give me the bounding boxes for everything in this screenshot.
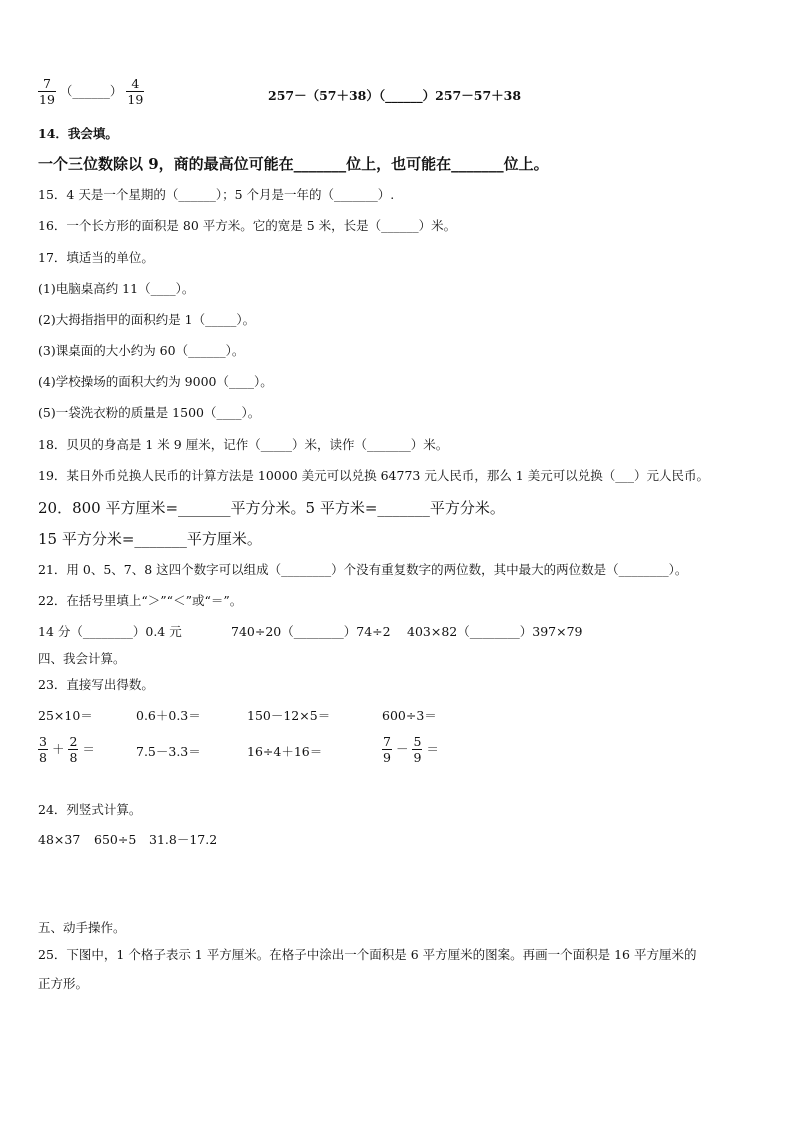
q24-title: 24．列竖式计算。 xyxy=(38,802,142,817)
calc-item: 25×10＝ xyxy=(38,708,93,723)
q15-text: 15．4 天是一个星期的（______）；5 个月是一年的（_______）. xyxy=(38,187,395,202)
q17-item: (2)大拇指指甲的面积约是 1（_____）。 xyxy=(38,312,256,327)
calc-fraction-add: $\frac{3}{8}$ ＋ $\frac{2}{8}$ ＝ xyxy=(39,734,95,765)
calc-item: 600÷3＝ xyxy=(382,708,437,723)
fraction: $\frac{4}{19}$ xyxy=(127,76,144,107)
vertical-calc-item: 650÷5 xyxy=(94,832,137,847)
calc-fraction-sub: $\frac{7}{9}$ － $\frac{5}{9}$ ＝ xyxy=(383,734,439,765)
q16-text: 16．一个长方形的面积是 80 平方米。它的宽是 5 米，长是（______）米。 xyxy=(38,218,457,233)
vertical-calc-item: 48×37 xyxy=(38,832,81,847)
q17-item: (1)电脑桌高约 11（____）。 xyxy=(38,281,195,296)
q21-text: 21．用 0、5、7、8 这四个数字可以组成（________）个没有重复数字的两位数，其中最大的两位数是（________）。 xyxy=(38,562,688,577)
vertical-calc-item: 31.8－17.2 xyxy=(149,832,218,847)
answer-blank[interactable]: （______） xyxy=(378,88,436,103)
q17-item: (3)课桌面的大小约为 60（______）。 xyxy=(38,343,245,358)
q23-title: 23．直接写出得数。 xyxy=(38,677,154,692)
q13-right-compare: 257－（57＋38）（______）257－57＋38 xyxy=(268,88,522,103)
q19-text: 19．某日外币兑换人民币的计算方法是 10000 美元可以兑换 64773 元人民币，那么 1 美元可以兑换（___）元人民币。 xyxy=(38,468,709,483)
section-heading: 五、动手操作。 xyxy=(38,920,126,935)
answer-blank[interactable]: （______） xyxy=(59,83,123,99)
fraction: $\frac{7}{9}$ xyxy=(383,734,391,765)
q14-title: 14．我会填。 xyxy=(38,126,118,141)
q17-title: 17．填适当的单位。 xyxy=(38,250,154,265)
q22-item: 14 分（________）0.4 元 xyxy=(38,624,182,639)
fraction: $\frac{5}{9}$ xyxy=(413,734,422,765)
fraction: $\frac{2}{8}$ xyxy=(69,734,78,765)
fraction: $\frac{7}{19}$ xyxy=(39,76,55,107)
calc-item: 0.6＋0.3＝ xyxy=(136,708,201,723)
q17-item: (5)一袋洗衣粉的质量是 1500（____）。 xyxy=(38,405,261,420)
calc-item: 150－12×5＝ xyxy=(247,708,331,723)
q20-line2: 15 平方分米=_______平方厘米。 xyxy=(38,530,262,548)
q22-item: 740÷20（________）74÷2 xyxy=(231,624,391,639)
q17-item: (4)学校操场的面积大约为 9000（____）。 xyxy=(38,374,273,389)
q13-left-compare xyxy=(38,76,144,107)
q22-title: 22．在括号里填上“＞”“＜”或“＝”。 xyxy=(38,593,243,608)
q22-item: 403×82（________）397×79 xyxy=(407,624,583,639)
calc-item: 7.5－3.3＝ xyxy=(136,744,201,759)
q20-line1: 20．800 平方厘米=_______平方分米。5 平方米=_______平方分米。 xyxy=(38,499,505,517)
q18-text: 18．贝贝的身高是 1 米 9 厘米，记作（_____）米，读作（_______）米。 xyxy=(38,437,449,452)
q25-line1: 25．下图中，1 个格子表示 1 平方厘米。在格子中涂出一个面积是 6 平方厘米的图案。再画一个面积是 16 平方厘米的 xyxy=(38,947,697,962)
q14-text: 一个三位数除以 9，商的最高位可能在_______位上，也可能在_______位上。 xyxy=(38,155,549,173)
fraction: $\frac{3}{8}$ xyxy=(39,734,47,765)
q25-line2: 正方形。 xyxy=(38,976,89,991)
calc-item: 16÷4＋16＝ xyxy=(247,744,323,759)
section-heading: 四、我会计算。 xyxy=(38,651,126,666)
